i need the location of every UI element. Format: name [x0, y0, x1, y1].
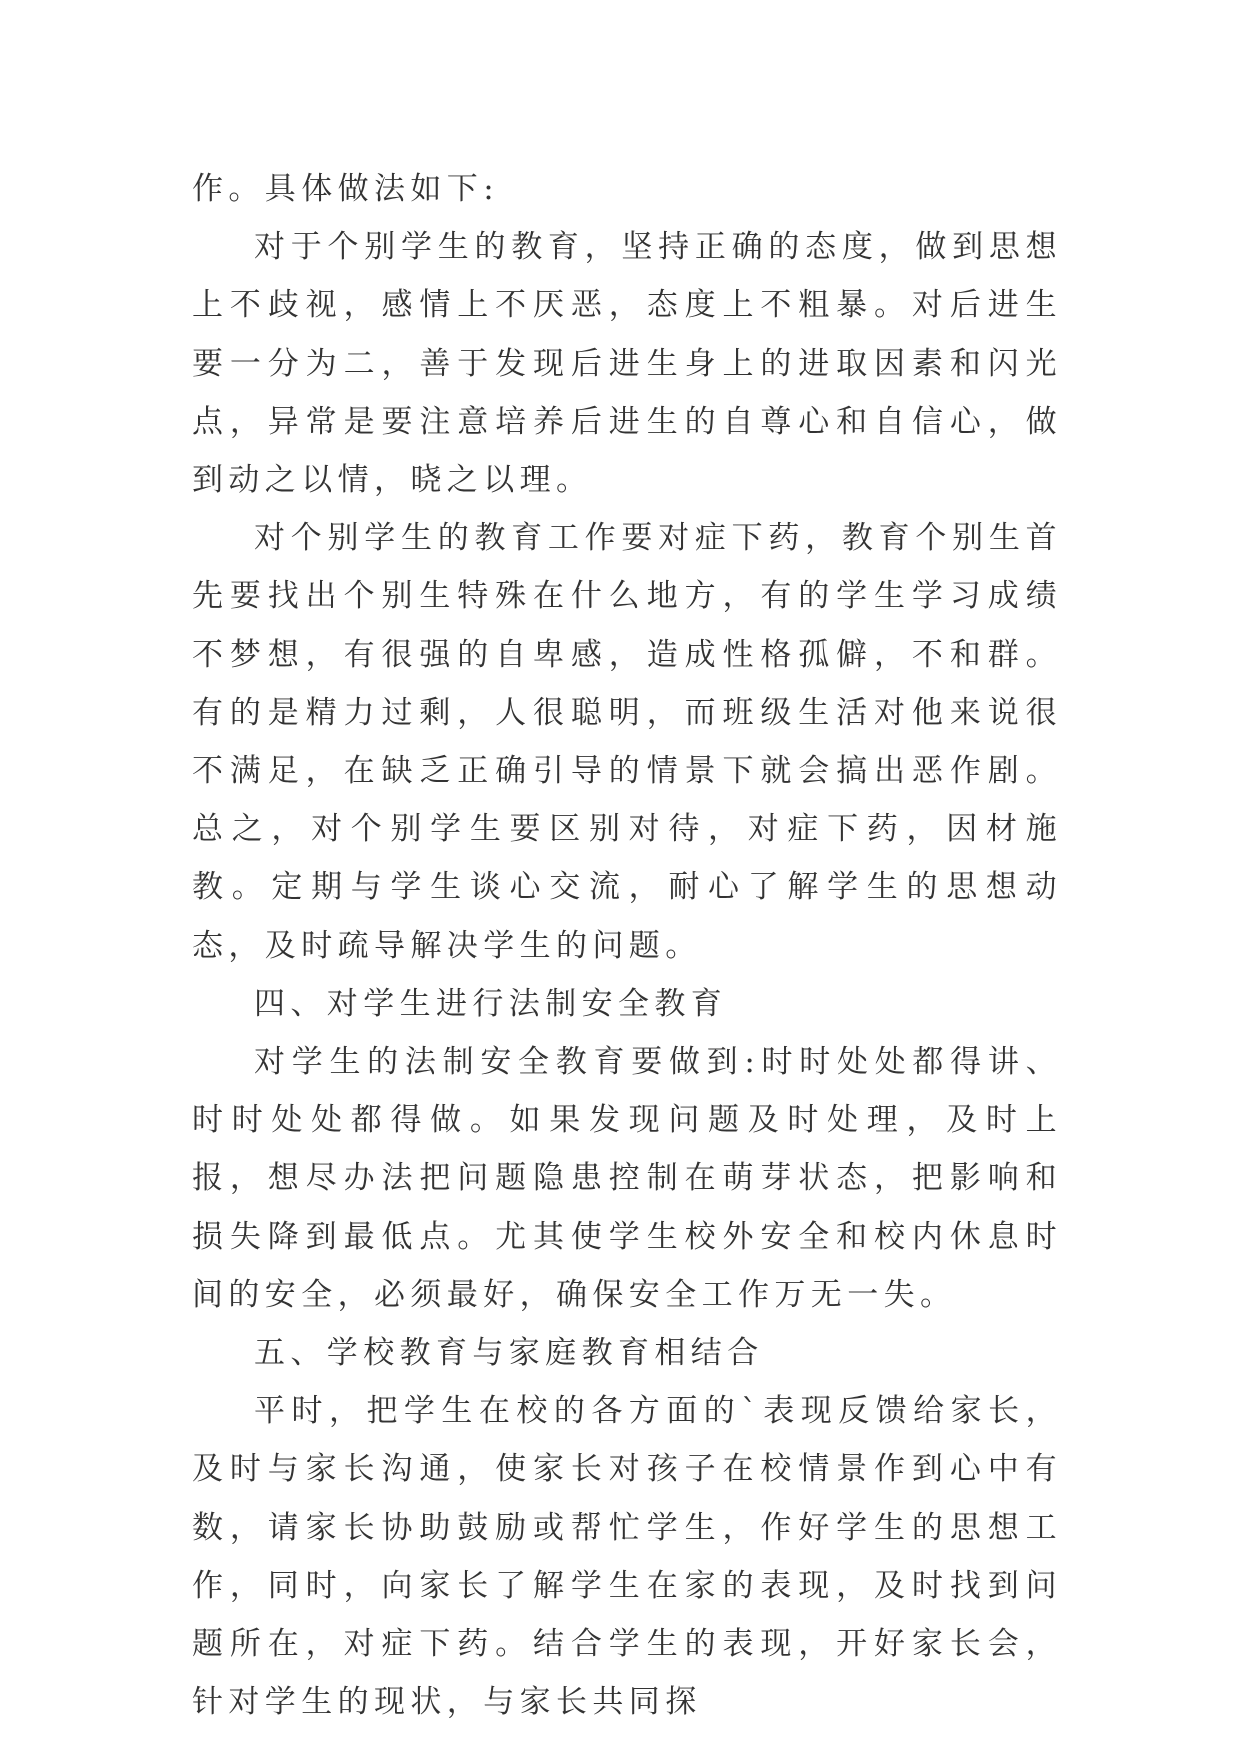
paragraph-targeted-education: 对个别学生的教育工作要对症下药，教育个别生首先要找出个别生特殊在什么地方，有的学生学习成绩不梦想，有很强的自卑感，造成性格孤僻，不和群。有的是精力过剩，人很聪明，而班级生活对他来说很不满足，在缺乏正确引导的情景下就会搞出恶作剧。总之，对个别学生要区别对待，对症下药，因材施教。定期与学生谈心交流，耐心了解学生的思想动态，及时疏导解决学生的问题。	[192, 520, 1062, 964]
section-heading-school-family: 五、学校教育与家庭教育相结合	[254, 1335, 764, 1372]
paragraph-continuation: 作。具体做法如下:	[192, 171, 500, 207]
section-heading-legal-safety: 四、对学生进行法制安全教育	[254, 985, 728, 1022]
paragraph-legal-safety: 对学生的法制安全教育要做到:时时处处都得讲、时时处处都得做。如果发现问题及时处理，及时上报，想尽办法把问题隐患控制在萌芽状态，把影响和损失降到最低点。尤其使学生校外安全和校内休息时间的安全，必须最好，确保安全工作万无一失。	[192, 1044, 1062, 1313]
paragraph-individual-education-attitude: 对于个别学生的教育，坚持正确的态度，做到思想上不歧视，感情上不厌恶，态度上不粗暴。对后进生要一分为二，善于发现后进生身上的进取因素和闪光点，异常是要注意培养后进生的自尊心和自信心，做到动之以情，晓之以理。	[192, 229, 1062, 499]
document-body	[192, 160, 1062, 1731]
paragraph-school-family: 平时，把学生在校的各方面的`表现反馈给家长，及时与家长沟通，使家长对孩子在校情景作到心中有数，请家长协助鼓励或帮忙学生，作好学生的思想工作，同时，向家长了解学生在家的表现，及时找到问题所在，对症下药。结合学生的表现，开好家长会，针对学生的现状，与家长共同探	[192, 1393, 1062, 1721]
